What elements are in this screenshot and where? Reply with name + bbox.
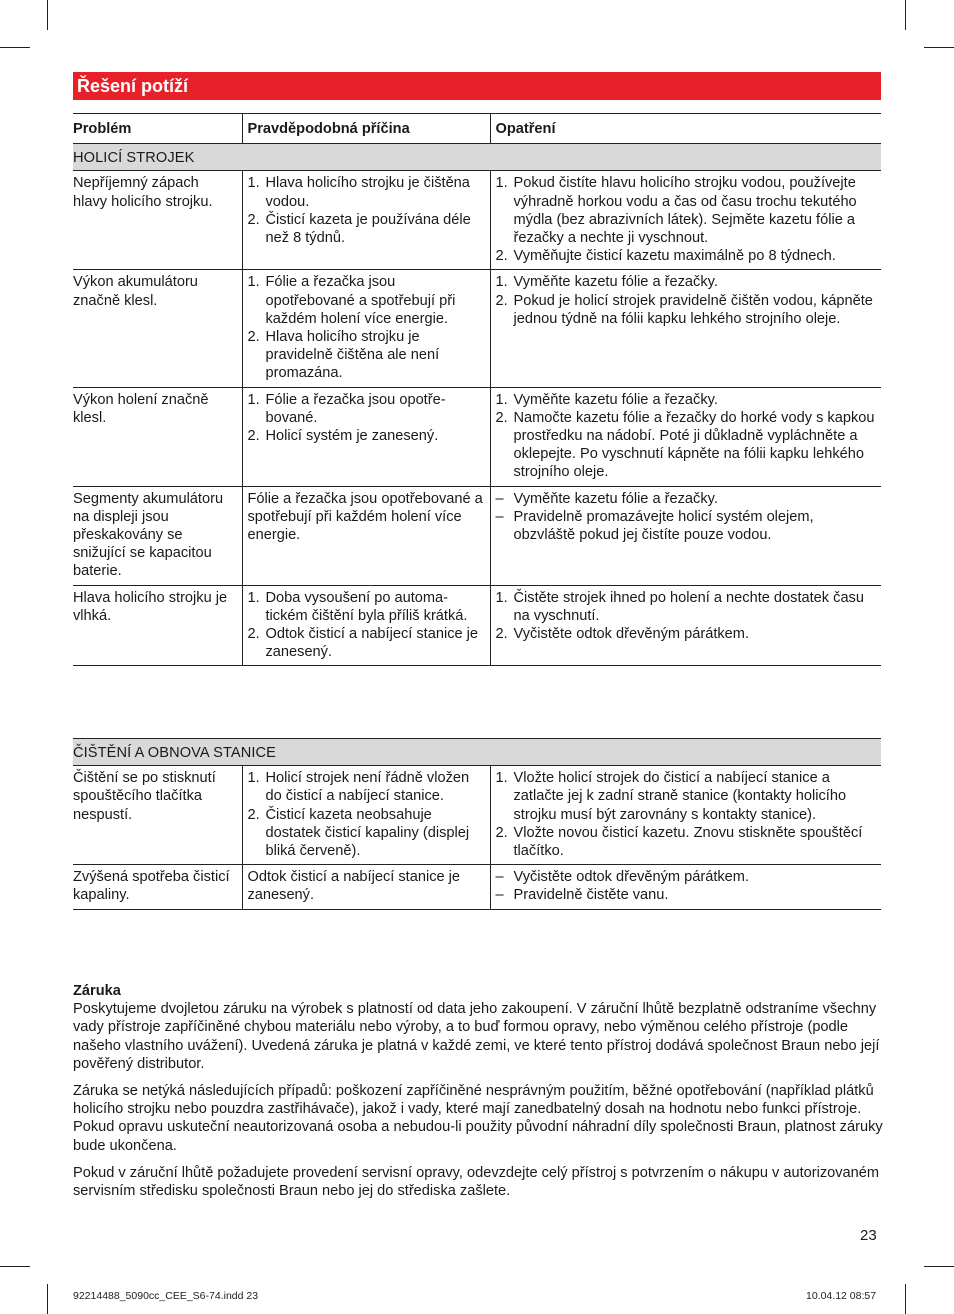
table-row [73,865,881,909]
list-marker: 2. [247,626,260,643]
problem-cell: Výkon akumulátoru značně klesl. [73,270,242,387]
table-header-row [73,114,881,144]
list-marker: 1. [247,770,260,787]
list-item-text: Vyměňujte čisticí kazetu maximálně po 8 týdnech. [513,248,836,265]
troubleshooting-table [73,113,881,666]
warranty-section [73,982,883,1209]
problem-cell: Nepříjemný zápach hlavy holicího strojku. [73,171,242,270]
column-header-cause: Pravděpodobná příčina [242,114,490,144]
list-item-text: Vložte novou čisticí kazetu. Znovu stiskněte spouštěcí tlačítko. [513,824,863,860]
list-item-text: Čisticí kazeta neobsahuje dostatek čisticí kapaliny (displej bliká červeně). [265,806,470,860]
numbered-list [248,769,485,860]
cause-cell: Odtok čisticí a nabíjecí stanice je zanesený. [242,865,490,909]
problem-cell: Výkon holení značně klesl. [73,387,242,486]
list-marker: – [495,490,504,507]
list-item [248,769,485,805]
table-row [73,585,881,666]
list-marker: 2. [495,626,508,643]
list-marker: 2. [247,806,260,823]
list-item [248,806,485,861]
crop-mark [924,47,954,48]
table-row [73,387,881,486]
warranty-paragraph: Záruka se netýká následujících případů: poškození zapříčiněné nesprávným použitím, běžné opotřebování (například plátků holicího strojku nebo pouzdra zastřihávače), jakož i vady, které mají zanedbatelný dosah na hodnotu nebo funkci přístroje. Pokud opravu uskuteční neautorizovaná osoba a nebudou-li použity původní náhradní díly společnosti Braun, platnost záruky bude ukončena. [73,1083,883,1154]
list-marker: 2. [495,409,508,426]
list-item [248,174,485,210]
list-item-text: Vyměňte kazetu fólie a řezačky. [513,274,718,291]
page-number: 23 [860,1227,877,1244]
crop-mark [905,0,906,30]
troubleshooting-table-station [73,738,881,910]
list-marker: 2. [247,329,260,346]
list-item [248,391,485,427]
remedy-cell [490,865,881,909]
footer-date-info: 10.04.12 08:57 [806,1290,877,1302]
list-item [496,886,877,904]
list-marker: 1. [495,770,508,787]
list-item [496,273,877,291]
remedy-cell [490,766,881,865]
list-item [496,292,877,328]
table-row [73,270,881,387]
crop-mark [924,1266,954,1267]
section-label: HOLICÍ STROJEK [73,144,881,171]
list-marker: – [495,508,504,525]
warranty-paragraph: Poskytujeme dvojletou záruku na výrobek s platností od data jeho zakoupení. V záruční lhůtě bezplatně odstraníme všechny vady přístroje zapříčiněné chybou materiálu nebo výroby, a to buď formou opravy, nebo výměnou celého přístroje (podle našeho vlastního uvážení). Uvedená záruka je platná v každé zemi, ve které tento přístroj dodává společnost Braun nebo její pověřený distributor. [73,1001,880,1072]
crop-mark [0,1266,30,1267]
list-item [248,589,485,625]
numbered-list [248,174,485,247]
remedy-cell [490,270,881,387]
list-item [496,490,877,508]
list-marker: 1. [495,175,508,192]
numbered-list [496,769,877,860]
list-marker: 1. [247,274,260,291]
crop-mark [905,1284,906,1314]
table-row [73,486,881,585]
numbered-list [248,589,485,662]
list-item [496,247,877,265]
list-marker: 1. [495,391,508,408]
list-item-text: Hlava holicího strojku je pravidelně čištěna ale není promazána. [265,329,440,382]
list-item-text: Holicí strojek není řádně vložen do čisticí a nabíjecí stanice. [265,770,470,805]
list-item [496,391,877,409]
list-marker: 2. [495,292,508,309]
list-item [496,625,877,643]
list-item-text: Fólie a řezačka jsou opotřebované. [265,391,446,426]
list-item [496,868,877,886]
list-marker: 1. [495,589,508,606]
list-marker: 1. [247,589,260,606]
list-item [496,508,877,544]
list-item-text: Namočte kazetu fólie a řezačky do horké vody s kapkou prostředku na nádobí. Poté ji důkladně vypláchněte a oklepejte. Po vyschnutí kápněte na fólii kapku lehkého strojního oleje. [513,409,875,481]
dash-list [496,490,877,545]
list-item [248,625,485,661]
list-item-text: Čisticí kazeta je používána déle než 8 týdnů. [265,211,471,247]
problem-cell: Zvýšená spotřeba čisticí kapaliny. [73,865,242,909]
list-item [496,589,877,625]
problem-cell: Hlava holicího strojku je vlhká. [73,585,242,666]
list-item-text: Holicí systém je zanesený. [265,428,439,445]
warranty-paragraph: Pokud v záruční lhůtě požadujete provedení servisní opravy, odevzdejte celý přístroj s potvrzením o nákupu v autorizovaném servisním středisku společnosti Braun nebo jej do střediska zašlete. [73,1164,880,1200]
cause-cell [242,585,490,666]
cause-cell: Fólie a řezačka jsou opotřebované a spotřebují při každém holení více energie. [242,486,490,585]
list-item-text: Odtok čisticí a nabíjecí stanice je zanesený. [265,626,479,661]
remedy-cell [490,171,881,270]
problem-cell: Segmenty akumulátoru na displeji jsou přeskakovány se snižující se kapacitou baterie. [73,486,242,585]
cause-cell [242,387,490,486]
list-item-text: Vložte holicí strojek do čisticí a nabíjecí stanice a zatlačte jej k zadní straně stanice (kontakty holicího strojku musí být zarovnány s kontakty stanice). [513,770,847,823]
section-row [73,144,881,171]
numbered-list [496,273,877,328]
list-item-text: Pokud je holicí strojek pravidelně čištěn vodou, kápněte jednou týdně na fólii kapku lehkého strojního oleje. [513,292,873,327]
list-item-text: Doba vysoušení po automatickém čištění byla příliš krátká. [265,589,468,624]
list-item-text: Vyčistěte odtok dřevěným párátkem. [513,626,749,643]
list-item-text: Vyměňte kazetu fólie a řezačky. [513,391,718,408]
list-item-text: Pokud čistíte hlavu holicího strojku vodou, používejte výhradně horkou vodu a čas od času trochu tekutého mýdla (bez abrazivních látek). Sejměte kazetu fólie a řezačky a nechte ji vyschnout. [513,175,857,247]
list-item [496,824,877,860]
list-marker: 2. [495,248,508,265]
warranty-title: Záruka [73,983,121,999]
list-item-text: Fólie a řezačka jsou opotřebované a spotřebují při každém holení více energie. [265,274,456,327]
remedy-cell [490,585,881,666]
table-row [73,171,881,270]
list-item-text: Vyměňte kazetu fólie a řezačky. [513,490,718,507]
crop-mark [47,1284,48,1314]
list-item-text: Pravidelně čistěte vanu. [513,887,669,904]
list-item-text: Vyčistěte odtok dřevěným párátkem. [513,869,749,886]
section-heading: Řešení potíží [73,72,881,100]
list-item-text: Čistěte strojek ihned po holení a nechte dostatek času na vyschnutí. [513,589,864,624]
footer-file-info: 92214488_5090cc_CEE_S6-74.indd 23 [73,1290,259,1302]
section-row [73,739,881,766]
list-item-text: Pravidelně promazávejte holicí systém olejem, obzvláště pokud jej čistíte pouze vodou. [513,508,814,544]
list-marker: 2. [495,824,508,841]
list-marker: 1. [247,391,260,408]
list-marker: – [495,887,504,904]
list-item [496,174,877,247]
list-item [248,211,485,247]
list-item [248,273,485,328]
list-marker: 2. [247,211,260,228]
table-row [73,766,881,865]
crop-mark [0,47,30,48]
list-item [248,328,485,383]
list-item [496,409,877,482]
column-header-problem: Problém [73,114,242,144]
remedy-cell [490,486,881,585]
cause-cell [242,270,490,387]
numbered-list [248,273,485,382]
numbered-list [496,391,877,482]
list-marker: – [495,869,504,886]
numbered-list [248,391,485,446]
list-item [496,769,877,824]
section-label: ČIŠTĚNÍ A OBNOVA STANICE [73,739,881,766]
cause-cell [242,171,490,270]
problem-cell: Čištění se po stisknutí spouštěcího tlačítka nespustí. [73,766,242,865]
remedy-cell [490,387,881,486]
crop-mark [47,0,48,30]
list-marker: 1. [247,175,260,192]
numbered-list [496,589,877,644]
cause-cell [242,766,490,865]
dash-list [496,868,877,904]
column-header-remedy: Opatření [490,114,881,144]
list-item-text: Hlava holicího strojku je čištěna vodou. [265,175,470,210]
list-item [248,427,485,445]
list-marker: 2. [247,428,260,445]
list-marker: 1. [495,274,508,291]
numbered-list [496,174,877,265]
